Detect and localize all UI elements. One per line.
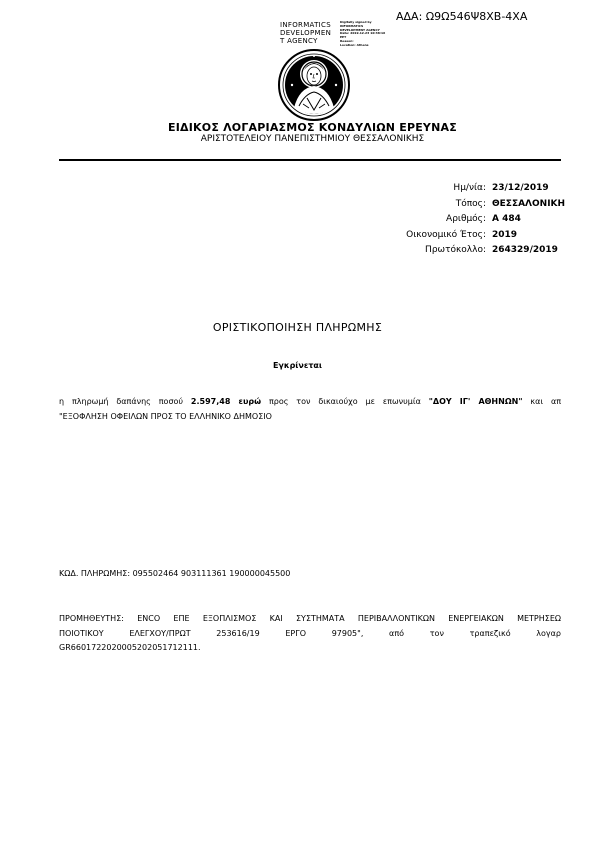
- fiscal-year-label: Οικονομικό Έτος:: [406, 230, 486, 240]
- agency-line: INFORMATICS: [280, 21, 331, 29]
- signature-line: Date: 2019.12.23 10:38:16: [340, 31, 386, 36]
- signature-line: EET: [340, 35, 347, 40]
- approved-heading: Εγκρίνεται: [272, 361, 323, 370]
- header-divider: [59, 159, 561, 161]
- payment-code: ΚΩΔ. ΠΛΗΡΩΜΗΣ: 095502464 903111361 190000045500: [59, 569, 291, 578]
- agency-line: DEVELOPMEN: [280, 29, 332, 37]
- organization-subtitle: ΑΡΙΣΤΟΤΕΛΕΙΟΥ ΠΑΝΕΠΙΣΤΗΜΙΟΥ ΘΕΣΣΑΛΟΝΙΚΗΣ: [200, 134, 425, 144]
- payment-amount: 2.597,48 ευρώ: [190, 397, 262, 406]
- payment-text: η πληρωμή δαπάνης ποσού: [59, 397, 184, 406]
- payment-paragraph-line-1: [59, 397, 561, 406]
- protocol-value: 264329/2019: [492, 245, 558, 255]
- date-value: 23/12/2019: [492, 183, 549, 193]
- payment-reason: "ΕΞΟΦΛΗΣΗ ΟΦΕΙΛΩΝ ΠΡΟΣ ΤΟ ΕΛΛΗΝΙΚΟ ΔΗΜΟΣΙΟ: [59, 412, 272, 421]
- place-value: ΘΕΣΣΑΛΟΝΙΚΗ: [492, 199, 566, 209]
- supplier-line-2: ΠΟΙΟΤΙΚΟΥ ΕΛΕΓΧΟΥ/ΠΡΩΤ 253616/19 ΕΡΓΟ 97905", από τον τραπεζικό λογαρ: [59, 629, 561, 638]
- beneficiary-name: "ΔΟΥ ΙΓ' ΑΘΗΝΩΝ": [428, 397, 523, 406]
- supplier-iban: GR6601722020005202051712111.: [59, 643, 201, 652]
- number-label: Αριθμός:: [446, 214, 486, 224]
- number-value: Α 484: [492, 214, 521, 224]
- protocol-label: Πρωτόκολλο:: [425, 245, 486, 255]
- signature-line: Location: Athens: [340, 42, 369, 47]
- payment-text: και απ: [530, 397, 562, 406]
- document-title: ΟΡΙΣΤΙΚΟΠΟΙΗΣΗ ΠΛΗΡΩΜΗΣ: [212, 321, 383, 334]
- signature-line: INFORMATICS: [340, 23, 364, 28]
- place-label: Τόπος:: [455, 199, 486, 209]
- signature-line: DEVELOPMENT AGENCY: [340, 27, 380, 32]
- fiscal-year-value: 2019: [492, 230, 518, 240]
- signature-line: Reason:: [340, 38, 354, 43]
- date-label: Ημ/νία:: [453, 183, 486, 193]
- agency-line: T AGENCY: [280, 37, 318, 45]
- university-seal-logo: [277, 48, 351, 122]
- signature-agency-name: [280, 21, 331, 45]
- signature-line: Digitally signed by: [340, 20, 372, 24]
- signature-details: [340, 21, 385, 48]
- payment-text: προς τον δικαιούχο με επωνυμία: [268, 397, 421, 406]
- ada-code: ΑΔΑ: Ω9Ω546Ψ8ΧΒ-4ΧΑ: [396, 10, 528, 23]
- organization-title: ΕΙΔΙΚΟΣ ΛΟΓΑΡΙΑΣΜΟΣ ΚΟΝΔΥΛΙΩΝ ΕΡΕΥΝΑΣ: [168, 121, 457, 134]
- supplier-line-1: ΠΡΟΜΗΘΕΥΤΗΣ: ENCO ΕΠΕ ΕΞΟΠΛΙΣΜΟΣ ΚΑΙ ΣΥΣΤΗΜΑΤΑ ΠΕΡΙΒΑΛΛΟΝΤΙΚΩΝ ΕΝΕΡΓΕΙΑΚΩΝ ΜΕΤΡΗΣΕΩ: [59, 614, 561, 623]
